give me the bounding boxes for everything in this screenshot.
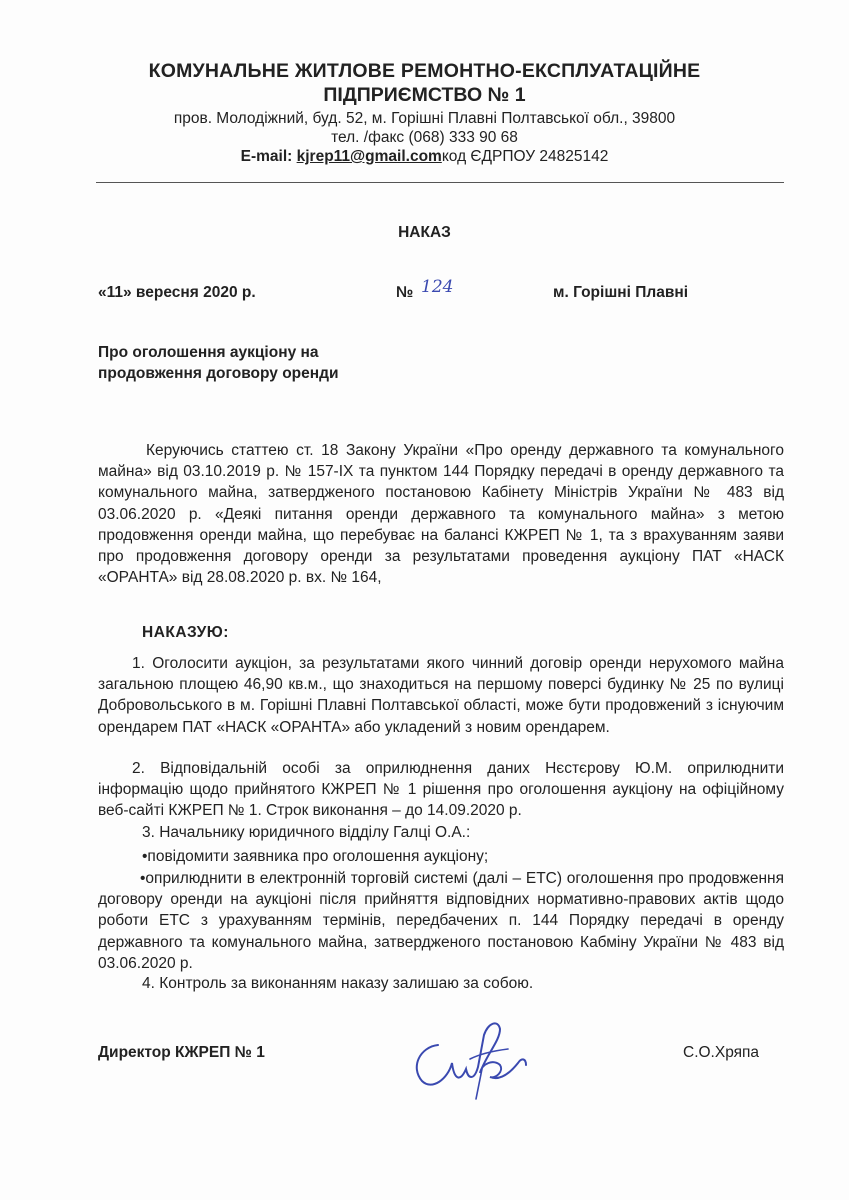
order-bullet-1: •повідомити заявника про оголошення аукціону; — [142, 848, 489, 865]
org-name-line2: ПІДПРИЄМСТВО № 1 — [323, 84, 526, 106]
order-item-3: 3. Начальнику юридичного відділу Галці О.А.: — [142, 824, 471, 841]
email-label: E-mail: — [240, 148, 297, 165]
document-date: «11» вересня 2020 р. — [98, 284, 256, 301]
header-divider — [96, 182, 784, 183]
org-phone: тел. /факс (068) 333 90 68 — [331, 129, 518, 146]
org-contacts — [0, 148, 849, 166]
document-city: м. Горішні Плавні — [553, 284, 689, 301]
document-subject: Про оголошення аукціону на продовження договору оренди — [98, 344, 339, 382]
order-bullet-2: •оприлюднити в електронній торговій системі (далі – ЕТС) оголошення про продовження договору оренди на аукціоні після прийняття відповідних нормативно-правових актів щодо роботи ЕТС з урахуванням термінів, передбачених п. 144 Порядку передачі в оренду державного та комунального майна, затвердженого постановою Кабміну України № 483 від 03.06.2020 р. — [98, 870, 784, 972]
org-address: пров. Молодіжний, буд. 52, м. Горішні Плавні Полтавської обл., 39800 — [173, 110, 676, 127]
order-item-1: 1. Оголосити аукціон, за результатами якого чинний договір оренди нерухомого майна загальною площею 46,90 кв.м., що знаходиться на першому поверсі будинку № 25 по вулиці Добровольського в м. Горішні Плавні Полтавської області, може бути продовжений з існуючим орендарем ПАТ «НАСК «ОРАНТА» або укладений з новим орендарем. — [98, 655, 784, 736]
signatory-position: Директор КЖРЕП № 1 — [98, 1044, 265, 1061]
document-title: НАКАЗ — [398, 224, 451, 241]
org-name-line1: КОМУНАЛЬНЕ ЖИТЛОВЕ РЕМОНТНО-ЕКСПЛУАТАЦІЙНЕ — [148, 60, 701, 82]
edrpou-code: код ЄДРПОУ 24825142 — [441, 148, 609, 165]
signature-image — [400, 1005, 540, 1105]
email-link[interactable]: kjrep11@gmail.com — [296, 148, 442, 165]
preamble-paragraph: Керуючись статтею ст. 18 Закону України «Про оренду державного та комунального майна» від 03.10.2019 р. № 157-ІХ та пунктом 144 Порядку передачі в оренду державного та комунального майна, затвердженого постановою Кабінету Міністрів України № 483 від 03.06.2020 р. «Деякі питання оренди державного та комунального майна» з метою продовження оренди майна, що перебуває на балансі КЖРЕП № 1, та з врахуванням заяви про продовження договору оренди за результатами проведення аукціону ПАТ «НАСК «ОРАНТА» від 28.08.2020 р. вх. № 164, — [98, 442, 784, 587]
signatory-name: С.О.Хряпа — [683, 1044, 760, 1061]
document-number-handwritten: 124 — [421, 277, 454, 297]
order-item-2: 2. Відповідальній особі за оприлюднення даних Нєстєрову Ю.М. оприлюднити інформацію щодо прийнятого КЖРЕП № 1 рішення про оголошення аукціону на офіційному веб-сайті КЖРЕП № 1. Строк виконання – до 14.09.2020 р. — [98, 760, 784, 820]
document-number-label: № — [396, 284, 414, 301]
order-item-4: 4. Контроль за виконанням наказу залишаю за собою. — [142, 975, 534, 992]
order-word: НАКАЗУЮ: — [142, 624, 229, 641]
